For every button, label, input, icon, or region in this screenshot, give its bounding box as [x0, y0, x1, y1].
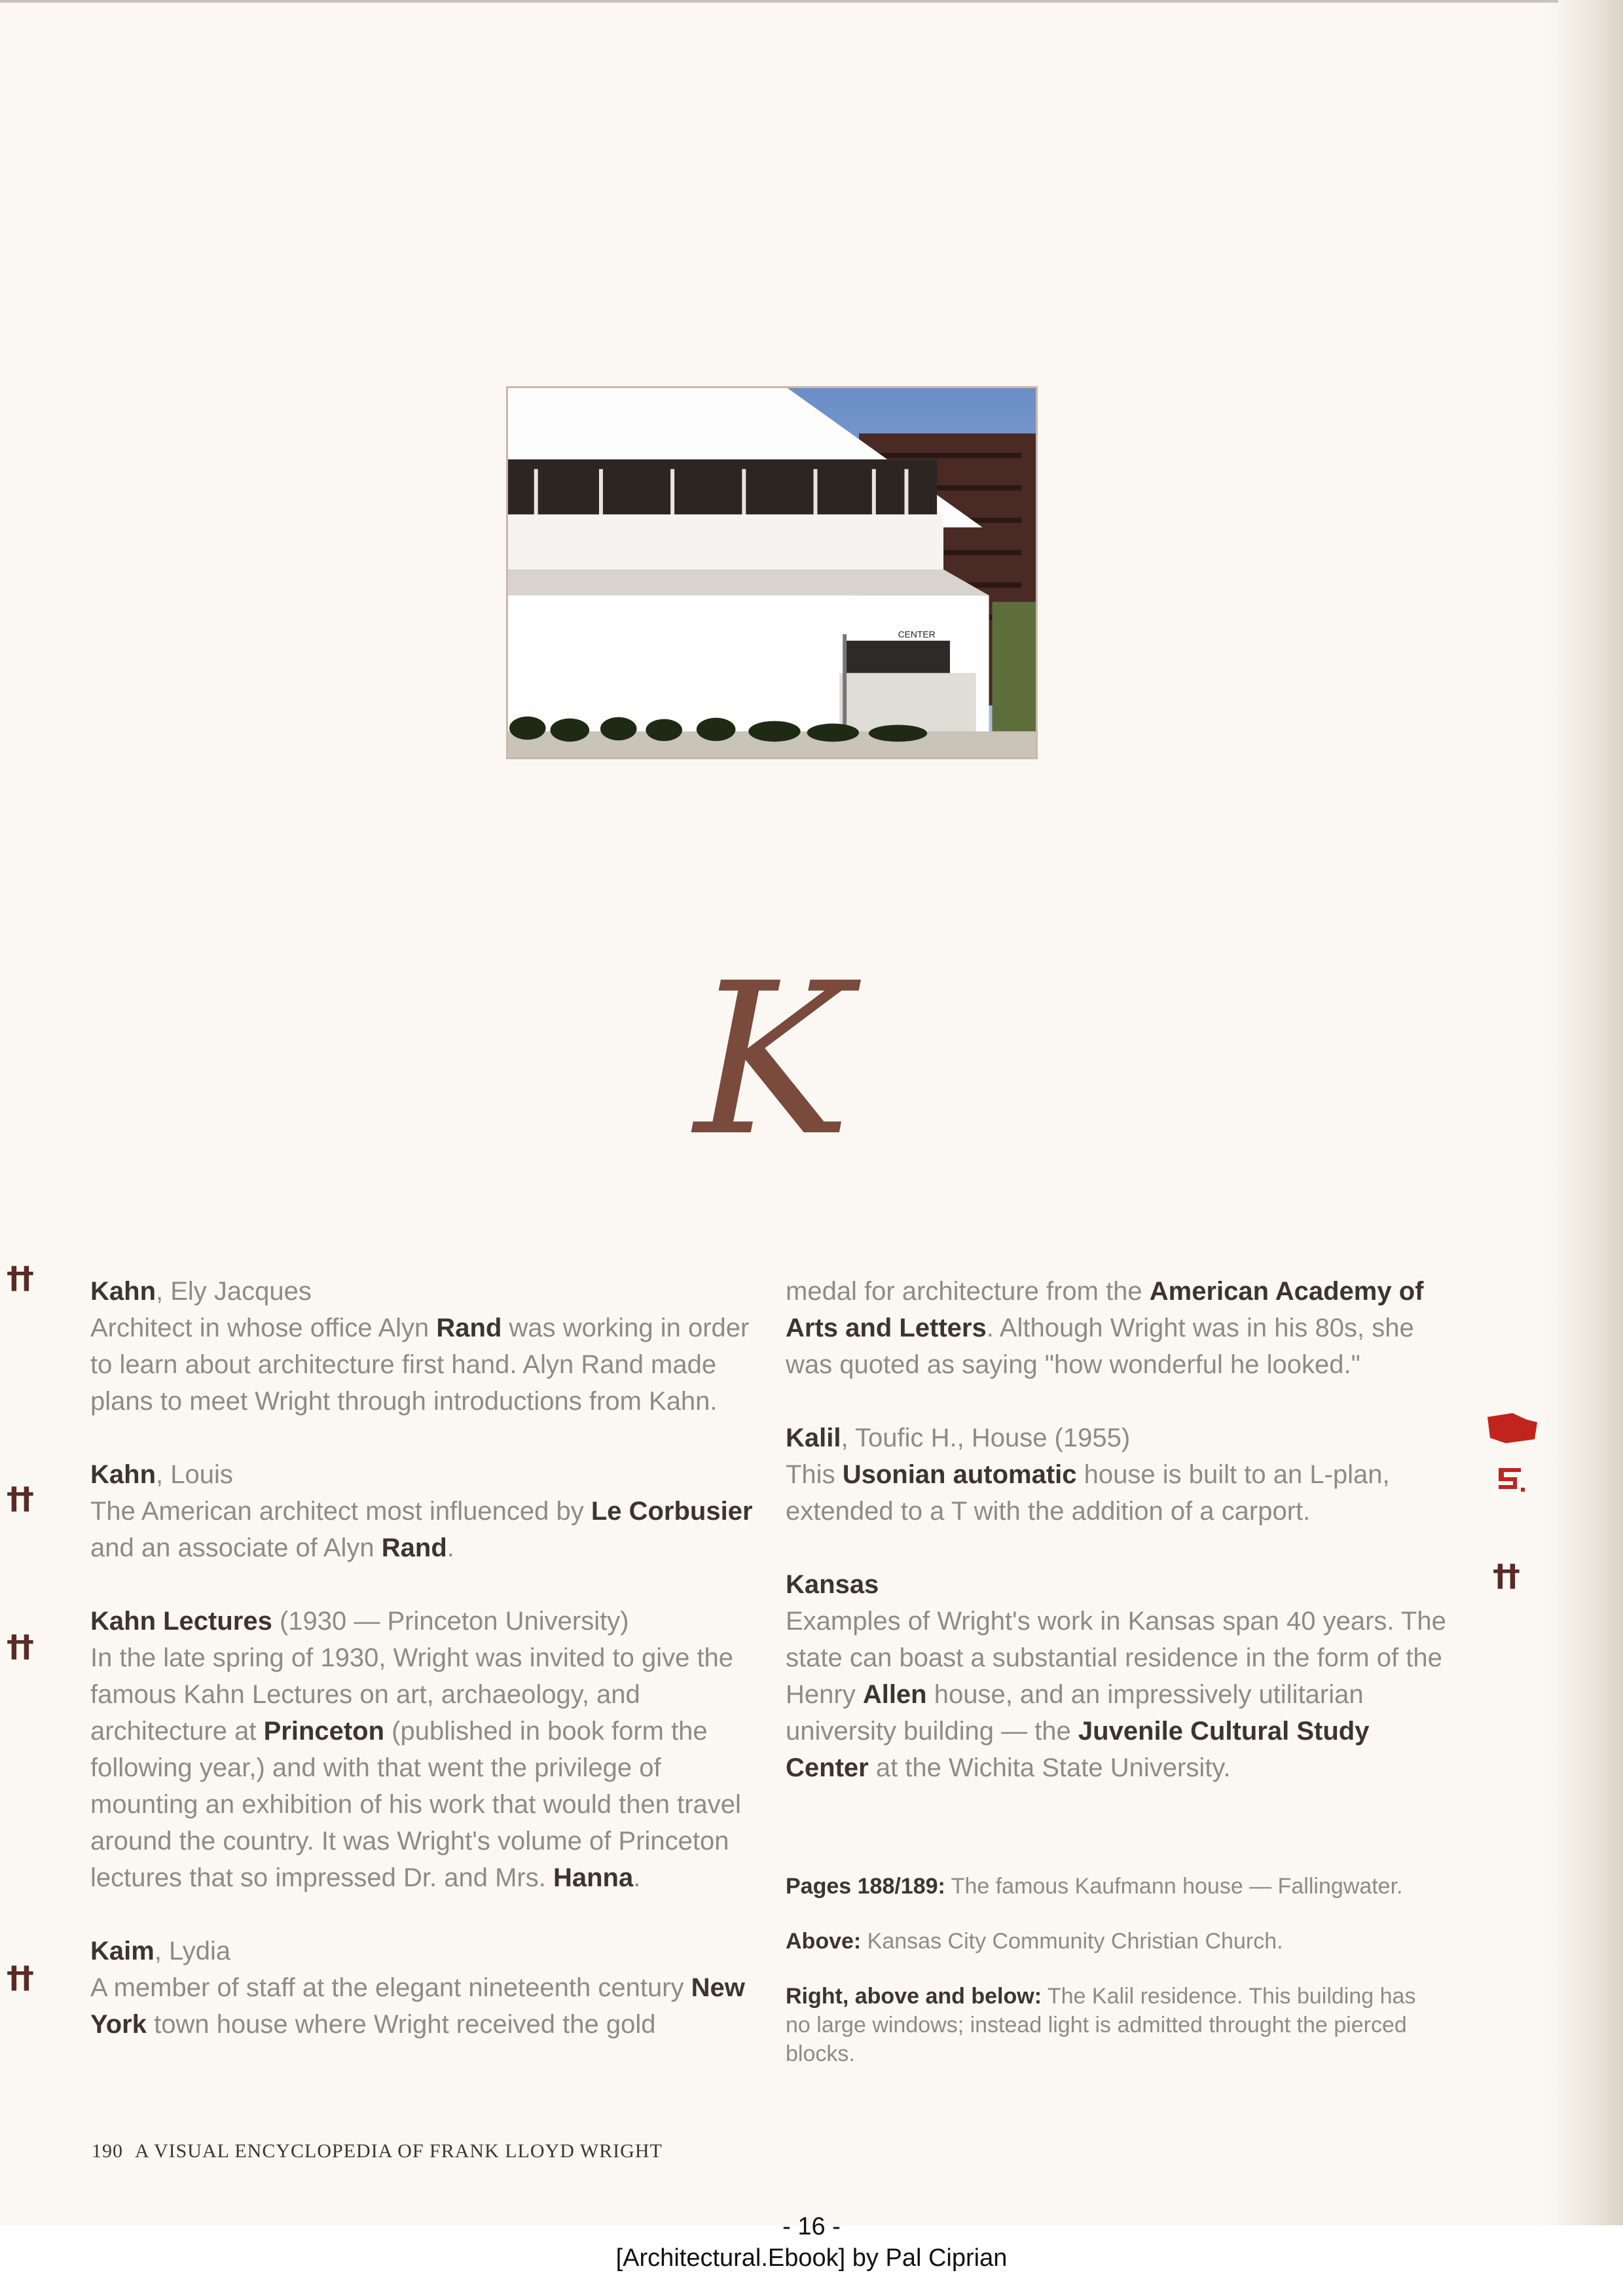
- photo-captions: [786, 1872, 1440, 2094]
- entry-headword: Kansas: [786, 1570, 879, 1599]
- entry-subhead: , Louis: [156, 1460, 233, 1489]
- photo-sign-text: CENTER: [898, 628, 936, 639]
- caption-lead: Above:: [786, 1929, 862, 1954]
- entry-body: [90, 1493, 758, 1566]
- chapter-initial: K: [694, 939, 851, 1182]
- dagger-marker: ††: [7, 1960, 31, 1995]
- entry-text: Architect in whose office Alyn: [90, 1314, 437, 1342]
- entry-heading: [90, 1933, 758, 1969]
- entry-text: medal for architecture from the: [786, 1277, 1150, 1306]
- encyclopedia-entry: [90, 1456, 758, 1566]
- entry-headword: Kahn: [90, 1460, 156, 1489]
- entry-text: This: [786, 1460, 843, 1489]
- cross-reference: New York: [90, 1973, 745, 2039]
- building-photo-icon: [508, 388, 1036, 757]
- entry-headword: Kaim: [90, 1937, 155, 1965]
- caption-text: The Kalil residence. This building has no large windows; instead light is admitted throught the pierced blocks.: [786, 1984, 1416, 2066]
- encyclopedia-entry: [786, 1566, 1447, 1786]
- footer-page-label: - 16 -: [782, 2213, 841, 2240]
- caption: [786, 1927, 1440, 1956]
- document-footer: [0, 2211, 1623, 2274]
- entry-body: [90, 1969, 758, 2043]
- dagger-marker: ††: [7, 1260, 31, 1295]
- entry-heading: [90, 1603, 758, 1640]
- entry-body: [786, 1603, 1447, 1786]
- right-column: [786, 1273, 1447, 1823]
- caption-lead: Right, above and below:: [786, 1984, 1042, 2009]
- entry-heading: [786, 1566, 1447, 1603]
- entry-text: Examples of Wright's work in Kansas span 40 years. The state can boast a substantial residence in the form of the Henry: [786, 1607, 1446, 1709]
- entry-text: In the late spring of 1930, Wright was invited to give the famous Kahn Lectures on art, archaeology, and architecture at: [90, 1643, 734, 1746]
- encyclopedia-entry: [90, 1603, 758, 1896]
- entry-heading: [90, 1273, 758, 1310]
- encyclopedia-entry: [786, 1273, 1447, 1383]
- dagger-marker: ††: [7, 1480, 31, 1516]
- entry-body: [90, 1310, 758, 1420]
- caption: [786, 1982, 1440, 2068]
- cross-reference: Rand: [381, 1534, 447, 1562]
- dagger-marker-right: ††: [1493, 1558, 1518, 1593]
- red-margin-mark-icon: [1486, 1410, 1539, 1446]
- entry-subhead: (1930 — Princeton University): [272, 1607, 629, 1636]
- entry-text: . Although Wright was in his 80s, she was quoted as saying "how wonderful he looked.": [786, 1314, 1414, 1379]
- left-column: [90, 1273, 758, 2079]
- dagger-marker: ††: [7, 1628, 31, 1664]
- entry-text: house, and an impressively utilitarian university building — the: [786, 1680, 1364, 1746]
- cross-reference: Allen: [862, 1680, 927, 1709]
- entry-headword: Kahn Lectures: [90, 1607, 272, 1636]
- cross-reference: Hanna: [553, 1863, 634, 1892]
- cross-reference: Rand: [436, 1314, 502, 1342]
- footer-credit: [Architectural.Ebook] by Pal Ciprian: [615, 2244, 1008, 2272]
- cross-reference: Le Corbusier: [591, 1497, 753, 1526]
- building-photo: [506, 386, 1038, 759]
- page-edge-shadow: [1545, 0, 1623, 2225]
- entry-headword: Kalil: [786, 1424, 841, 1452]
- caption: [786, 1872, 1440, 1901]
- running-footer: [92, 2140, 663, 2162]
- cross-reference: American Academy of Arts and Letters: [786, 1277, 1424, 1342]
- encyclopedia-entry: [90, 1273, 758, 1420]
- entry-body: [90, 1640, 758, 1896]
- entry-heading: [90, 1456, 758, 1493]
- entry-text: .: [633, 1863, 641, 1892]
- entry-text: and an associate of Alyn: [90, 1534, 382, 1562]
- greek-key-icon: [1495, 1463, 1527, 1496]
- entry-subhead: , Ely Jacques: [156, 1277, 312, 1306]
- encyclopedia-entry: [90, 1933, 758, 2043]
- caption-text: Kansas City Community Christian Church.: [861, 1929, 1283, 1954]
- entry-subhead: , Lydia: [154, 1937, 231, 1965]
- entry-subhead: , Toufic H., House (1955): [841, 1424, 1131, 1452]
- folio-page-number: 190: [92, 2140, 123, 2162]
- entry-text: The American architect most influenced by: [90, 1497, 591, 1526]
- entry-body: [786, 1456, 1447, 1530]
- entry-headword: Kahn: [90, 1277, 156, 1306]
- entry-text: A member of staff at the elegant nineteenth century: [90, 1973, 691, 2002]
- top-rule: [0, 0, 1558, 3]
- entry-text: town house where Wright received the gold: [146, 2010, 656, 2039]
- cross-reference: Princeton: [263, 1717, 385, 1746]
- entry-text: house is built to an L-plan, extended to a T with the addition of a carport.: [786, 1460, 1390, 1526]
- entry-text: was working in order to learn about architecture first hand. Alyn Rand made plans to meet Wright through introductions from Kahn.: [90, 1314, 750, 1416]
- cross-reference: Usonian automatic: [842, 1460, 1077, 1489]
- entry-body: [786, 1273, 1447, 1383]
- entry-text: .: [447, 1534, 454, 1562]
- entry-text: (published in book form the following year,) and with that went the privilege of mounting an exhibition of his work that would then travel around the country. It was Wright's volume of Princeton lectures that so impressed Dr. and Mrs.: [90, 1717, 741, 1892]
- entry-text: at the Wichita State University.: [868, 1753, 1231, 1782]
- folio-book-title: A VISUAL ENCYCLOPEDIA OF FRANK LLOYD WRIGHT: [135, 2140, 663, 2162]
- caption-lead: Pages 188/189:: [786, 1874, 945, 1899]
- entry-heading: [786, 1420, 1447, 1456]
- encyclopedia-entry: [786, 1420, 1447, 1530]
- caption-text: The famous Kaufmann house — Fallingwater.: [945, 1874, 1403, 1899]
- cross-reference: Juvenile Cultural Study Center: [786, 1717, 1370, 1782]
